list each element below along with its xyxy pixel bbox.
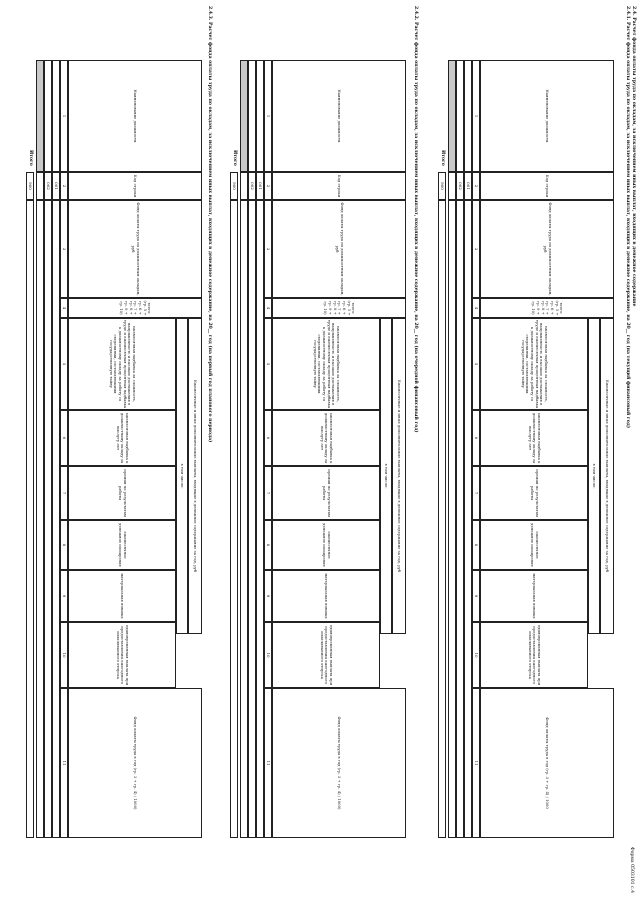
col-header-c9: материальная помощь: [68, 570, 176, 622]
colnum-10: 10: [264, 622, 272, 688]
col-header-code: Код строки: [480, 172, 614, 200]
col-header-total: всего (гр. 5 + гр. 6 + гр. 7 + гр. 8 + гр. 9 + гр. 10): [272, 298, 406, 318]
colnum-10: 10: [472, 622, 480, 688]
col-header-c11: Фонд оплаты труда в год (гр. 3 + гр. 4) / 1000): [272, 688, 406, 838]
col-header-name: Наименование должности: [272, 60, 406, 172]
colnum-2: 2: [472, 172, 480, 200]
row-code: [36, 172, 44, 200]
colnum-9: 9: [472, 570, 480, 622]
total-label: Итого: [232, 150, 237, 166]
col-header-including: в том числе:: [588, 318, 600, 634]
colnum-1: 1: [472, 60, 480, 172]
table-row-cell: [52, 60, 60, 172]
colnum-4: 4: [60, 298, 68, 318]
total-row: [26, 200, 34, 838]
table-row-cell: [464, 60, 472, 172]
total-label: Итого: [440, 150, 445, 166]
col-header-c7: премии по результатам работы: [272, 466, 380, 520]
row-code: 001: [256, 172, 264, 200]
col-header-total: всего (гр. 5 + гр. 6 + гр. 7 + гр. 8 + гр. 9 + гр. 10): [68, 298, 202, 318]
colnum-5: 5: [264, 318, 272, 410]
col-header-including: в том числе:: [380, 318, 392, 634]
colnum-1: 1: [264, 60, 272, 172]
col-header-c11: Фонд оплаты труда в год (гр. 3 + гр. 4) / 1000: [480, 688, 614, 838]
row-code: 002: [44, 172, 52, 200]
col-header-c10: единовременная выплата при предоставлении ежегодного оплачиваемого отпуска: [68, 622, 176, 688]
colnum-7: 7: [60, 466, 68, 520]
table-row: [36, 200, 44, 838]
colnum-8: 8: [472, 520, 480, 570]
colnum-5: 5: [472, 318, 480, 410]
col-header-c5: ежемесячная надбавка за сложность, напряженность и высокие достижения в труде и ежемесячная процентная надбавка к должностному окладу за работу со сведениями, составляющими государственную тайну: [68, 318, 176, 410]
row-code: 001: [52, 172, 60, 200]
row-code: [448, 172, 456, 200]
col-header-fund: Фонд оплаты труда по должностным окладам, руб: [480, 200, 614, 298]
form-code: Форма 0503101 с.4: [629, 846, 634, 893]
col-header-c11: Фонд оплаты труда в год (гр. 3 + гр. 4) / 1000): [68, 688, 202, 838]
col-header-code: Код строки: [68, 172, 202, 200]
colnum-1: 1: [60, 60, 68, 172]
colnum-5: 5: [60, 318, 68, 410]
col-header-c8: ежемесячное денежное поощрение: [68, 520, 176, 570]
table-row: [248, 200, 256, 838]
total-code: 900: [26, 172, 34, 200]
row-code: 001: [464, 172, 472, 200]
col-header-name: Наименование должности: [68, 60, 202, 172]
colnum-3: 3: [264, 200, 272, 298]
table-row-cell: [248, 60, 256, 172]
table-row: [240, 200, 248, 838]
colnum-9: 9: [264, 570, 272, 622]
total-row: [230, 200, 238, 838]
col-header-name: Наименование должности: [480, 60, 614, 172]
section-heading: 2.4. Расчет фонда оплаты труда по окладам, за исключением иных выплат, входящих в денежное содержание: [631, 6, 636, 307]
col-header-c5: ежемесячная надбавка за сложность, напряженность и высокие достижения в труде и ежемесячная процентная надбавка к должностному окладу за работу со сведениями, составляющими государственную тайну: [480, 318, 588, 410]
colnum-11: 11: [60, 688, 68, 838]
col-header-fund: Фонд оплаты труда по должностным окладам, руб: [68, 200, 202, 298]
colnum-2: 2: [60, 172, 68, 200]
col-header-c10: единовременная выплата при предоставлении ежегодного оплачиваемого отпуска: [480, 622, 588, 688]
colnum-7: 7: [472, 466, 480, 520]
col-header-c8: ежемесячное денежное поощрение: [272, 520, 380, 570]
colnum-7: 7: [264, 466, 272, 520]
shaded-cell: [448, 60, 456, 172]
col-header-group: Ежемесячные и иные дополнительные выплаты, входящие в денежное содержание за год, руб: [188, 318, 202, 634]
col-header-c7: премии по результатам работы: [480, 466, 588, 520]
col-header-total: всего (гр. 5 + гр. 6 + гр. 7 + гр. 8 + гр. 9 + гр. 10): [480, 298, 614, 318]
col-header-group: Ежемесячные и иные дополнительные выплаты, входящие в денежное содержание за год, руб: [600, 318, 614, 634]
row-code: [240, 172, 248, 200]
total-code: 900: [230, 172, 238, 200]
table-row: [456, 200, 464, 838]
colnum-8: 8: [264, 520, 272, 570]
total-row: [438, 200, 446, 838]
col-header-c6: ежемесячная надбавка к должностному окладу за выслугу лет: [480, 410, 588, 466]
subsection-heading-3: 2.4.3. Расчет фонда оплаты труда по окладам, за исключением иных выплат, входящих в денежное содержание, на 20__ год (на первый год планового периода): [207, 6, 212, 443]
table-row: [464, 200, 472, 838]
shaded-cell: [240, 60, 248, 172]
table-row: [448, 200, 456, 838]
col-header-c6: ежемесячная надбавка к должностному окладу за выслугу лет: [272, 410, 380, 466]
col-header-c9: материальная помощь: [480, 570, 588, 622]
colnum-11: 11: [264, 688, 272, 838]
colnum-4: 4: [264, 298, 272, 318]
col-header-c9: материальная помощь: [272, 570, 380, 622]
shaded-cell: [36, 60, 44, 172]
subsection-heading-2: 2.4.2. Расчет фонда оплаты труда по окладам, за исключением иных выплат, входящих в денежное содержание, на 20__ год (на очередной финансовый год): [413, 6, 418, 433]
col-header-c6: ежемесячная надбавка к должностному окладу за выслугу лет: [68, 410, 176, 466]
row-code: 002: [456, 172, 464, 200]
table-row: [44, 200, 52, 838]
col-header-c7: премии по результатам работы: [68, 466, 176, 520]
colnum-6: 6: [264, 410, 272, 466]
col-header-fund: Фонд оплаты труда по должностным окладам, руб: [272, 200, 406, 298]
colnum-9: 9: [60, 570, 68, 622]
colnum-6: 6: [472, 410, 480, 466]
colnum-3: 3: [472, 200, 480, 298]
col-header-group: Ежемесячные и иные дополнительные выплаты, входящие в денежное содержание за год, руб: [392, 318, 406, 634]
colnum-10: 10: [60, 622, 68, 688]
table-row-cell: [44, 60, 52, 172]
row-code: 002: [248, 172, 256, 200]
total-label: Итого: [28, 150, 33, 166]
colnum-3: 3: [60, 200, 68, 298]
total-code: 900: [438, 172, 446, 200]
table-row-cell: [456, 60, 464, 172]
colnum-6: 6: [60, 410, 68, 466]
col-header-code: Код строки: [272, 172, 406, 200]
subsection-heading-1: 2.4.1. Расчет фонда оплаты труда по окладам, за исключением иных выплат, входящих в денежное содержание, на 20__ год (на текущий финансовый год): [625, 6, 630, 429]
colnum-4: 4: [472, 298, 480, 318]
table-row-cell: [256, 60, 264, 172]
colnum-11: 11: [472, 688, 480, 838]
col-header-c5: ежемесячная надбавка за сложность, напряженность и высокие достижения в труде и ежемесячная процентная надбавка к должностному окладу за работу со сведениями, составляющими государственную тайну: [272, 318, 380, 410]
col-header-c8: ежемесячное денежное поощрение: [480, 520, 588, 570]
col-header-including: в том числе:: [176, 318, 188, 634]
colnum-8: 8: [60, 520, 68, 570]
table-row: [256, 200, 264, 838]
col-header-c10: единовременная выплата при предоставлении ежегодного оплачиваемого отпуска: [272, 622, 380, 688]
table-row: [52, 200, 60, 838]
colnum-2: 2: [264, 172, 272, 200]
